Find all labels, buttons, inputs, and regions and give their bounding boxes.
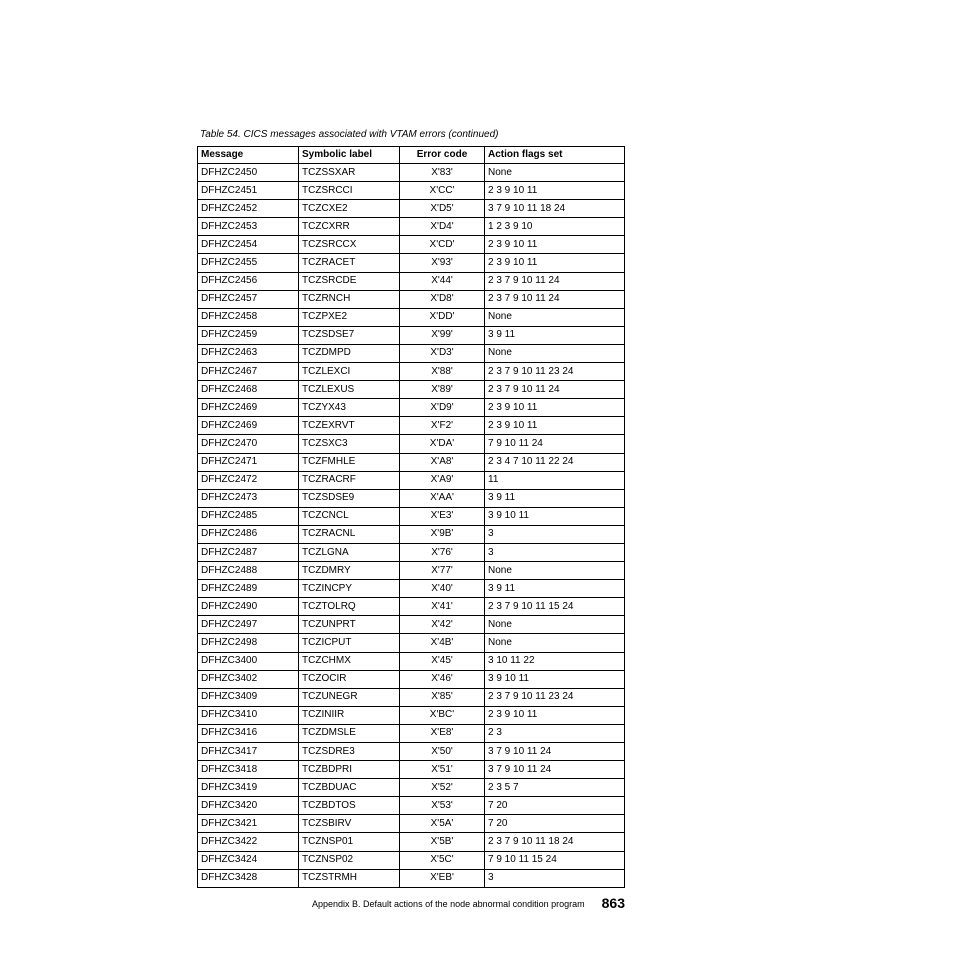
cell-message: DFHZC2473: [198, 489, 299, 507]
cell-message: DFHZC2472: [198, 471, 299, 489]
cell-action-flags: 7 20: [485, 797, 625, 815]
cell-symbolic-label: TCZCXE2: [299, 200, 400, 218]
cell-symbolic-label: TCZSTRMH: [299, 869, 400, 887]
cell-error-code: X'53': [400, 797, 485, 815]
cell-symbolic-label: TCZCNCL: [299, 507, 400, 525]
table-row: [198, 670, 625, 688]
cell-error-code: X'42': [400, 616, 485, 634]
cell-message: DFHZC3418: [198, 761, 299, 779]
page-footer: [312, 895, 625, 911]
table-row: [198, 471, 625, 489]
cell-message: DFHZC3421: [198, 815, 299, 833]
cell-action-flags: 7 9 10 11 15 24: [485, 851, 625, 869]
cell-action-flags: 2 3 7 9 10 11 24: [485, 290, 625, 308]
cell-action-flags: 3 7 9 10 11 24: [485, 743, 625, 761]
cell-symbolic-label: TCZUNPRT: [299, 616, 400, 634]
table-row: [198, 453, 625, 471]
cell-action-flags: 3 10 11 22: [485, 652, 625, 670]
cell-action-flags: 3: [485, 869, 625, 887]
cell-error-code: X'4B': [400, 634, 485, 652]
cell-message: DFHZC2469: [198, 417, 299, 435]
table-row: [198, 417, 625, 435]
table-row: [198, 634, 625, 652]
cell-error-code: X'77': [400, 562, 485, 580]
cell-error-code: X'CD': [400, 236, 485, 254]
cell-message: DFHZC2470: [198, 435, 299, 453]
table-row: [198, 218, 625, 236]
cell-message: DFHZC3422: [198, 833, 299, 851]
cell-symbolic-label: TCZDMPD: [299, 344, 400, 362]
cell-message: DFHZC2455: [198, 254, 299, 272]
cell-message: DFHZC3419: [198, 779, 299, 797]
cell-message: DFHZC2471: [198, 453, 299, 471]
cell-message: DFHZC2457: [198, 290, 299, 308]
cell-action-flags: 3 9 10 11: [485, 670, 625, 688]
cell-error-code: X'5B': [400, 833, 485, 851]
table-body: [198, 164, 625, 888]
cell-action-flags: None: [485, 562, 625, 580]
cell-symbolic-label: TCZCHMX: [299, 652, 400, 670]
cell-symbolic-label: TCZRNCH: [299, 290, 400, 308]
table-row: [198, 724, 625, 742]
table-caption: Table 54. CICS messages associated with VTAM errors (continued): [200, 129, 499, 140]
cell-error-code: X'CC': [400, 182, 485, 200]
table-row: [198, 743, 625, 761]
cell-action-flags: 2 3 7 9 10 11 23 24: [485, 688, 625, 706]
cell-error-code: X'D9': [400, 399, 485, 417]
cell-symbolic-label: TCZSSXAR: [299, 164, 400, 182]
cell-action-flags: 7 9 10 11 24: [485, 435, 625, 453]
cell-error-code: X'93': [400, 254, 485, 272]
cell-message: DFHZC2452: [198, 200, 299, 218]
cell-symbolic-label: TCZSXC3: [299, 435, 400, 453]
cell-message: DFHZC2453: [198, 218, 299, 236]
cell-message: DFHZC2456: [198, 272, 299, 290]
cell-error-code: X'F2': [400, 417, 485, 435]
table-row: [198, 580, 625, 598]
cell-action-flags: 2 3 7 9 10 11 24: [485, 381, 625, 399]
table-row: [198, 236, 625, 254]
cell-action-flags: 2 3 5 7: [485, 779, 625, 797]
cell-action-flags: 3: [485, 525, 625, 543]
table-row: [198, 326, 625, 344]
cell-message: DFHZC3416: [198, 724, 299, 742]
cell-symbolic-label: TCZLEXCI: [299, 363, 400, 381]
cell-symbolic-label: TCZICPUT: [299, 634, 400, 652]
cell-action-flags: 3 9 11: [485, 326, 625, 344]
cell-symbolic-label: TCZPXE2: [299, 308, 400, 326]
table-row: [198, 851, 625, 869]
table-row: [198, 833, 625, 851]
cell-error-code: X'85': [400, 688, 485, 706]
cell-error-code: X'44': [400, 272, 485, 290]
cell-symbolic-label: TCZSDSE7: [299, 326, 400, 344]
cell-action-flags: 1 2 3 9 10: [485, 218, 625, 236]
table-row: [198, 869, 625, 887]
cell-error-code: X'46': [400, 670, 485, 688]
cell-symbolic-label: TCZRACNL: [299, 525, 400, 543]
cell-message: DFHZC2468: [198, 381, 299, 399]
cell-error-code: X'51': [400, 761, 485, 779]
cell-message: DFHZC2488: [198, 562, 299, 580]
cell-error-code: X'5A': [400, 815, 485, 833]
cell-error-code: X'99': [400, 326, 485, 344]
cell-action-flags: 2 3 9 10 11: [485, 417, 625, 435]
cell-action-flags: 2 3 7 9 10 11 24: [485, 272, 625, 290]
cell-symbolic-label: TCZSDRE3: [299, 743, 400, 761]
cell-action-flags: 2 3 7 9 10 11 15 24: [485, 598, 625, 616]
cell-symbolic-label: TCZSBIRV: [299, 815, 400, 833]
cell-error-code: X'45': [400, 652, 485, 670]
cell-error-code: X'D4': [400, 218, 485, 236]
cell-error-code: X'5C': [400, 851, 485, 869]
cell-error-code: X'83': [400, 164, 485, 182]
table-row: [198, 254, 625, 272]
cell-symbolic-label: TCZOCIR: [299, 670, 400, 688]
table-row: [198, 706, 625, 724]
cell-symbolic-label: TCZBDTOS: [299, 797, 400, 815]
table-row: [198, 779, 625, 797]
cell-error-code: X'E8': [400, 724, 485, 742]
cell-action-flags: 3: [485, 543, 625, 561]
table-row: [198, 507, 625, 525]
cell-message: DFHZC2485: [198, 507, 299, 525]
cell-symbolic-label: TCZINCPY: [299, 580, 400, 598]
cell-symbolic-label: TCZDMSLE: [299, 724, 400, 742]
cell-error-code: X'9B': [400, 525, 485, 543]
table-row: [198, 489, 625, 507]
table-row: [198, 363, 625, 381]
cell-error-code: X'40': [400, 580, 485, 598]
cell-action-flags: 3 9 11: [485, 489, 625, 507]
cell-symbolic-label: TCZBDPRI: [299, 761, 400, 779]
cell-action-flags: 2 3 9 10 11: [485, 706, 625, 724]
cell-symbolic-label: TCZSRCDE: [299, 272, 400, 290]
page-number: 863: [601, 895, 625, 911]
cell-symbolic-label: TCZYX43: [299, 399, 400, 417]
cell-error-code: X'D8': [400, 290, 485, 308]
cell-message: DFHZC2490: [198, 598, 299, 616]
cell-error-code: X'DA': [400, 435, 485, 453]
cell-symbolic-label: TCZINIIR: [299, 706, 400, 724]
cell-action-flags: 2 3: [485, 724, 625, 742]
table-row: [198, 272, 625, 290]
table-row: [198, 435, 625, 453]
cell-symbolic-label: TCZNSP02: [299, 851, 400, 869]
cell-action-flags: None: [485, 308, 625, 326]
cell-symbolic-label: TCZTOLRQ: [299, 598, 400, 616]
cell-symbolic-label: TCZFMHLE: [299, 453, 400, 471]
cell-symbolic-label: TCZNSP01: [299, 833, 400, 851]
table-row: [198, 688, 625, 706]
cell-message: DFHZC2451: [198, 182, 299, 200]
header-action-flags: Action flags set: [485, 147, 625, 164]
cell-action-flags: 7 20: [485, 815, 625, 833]
cell-symbolic-label: TCZDMRY: [299, 562, 400, 580]
cell-action-flags: 2 3 9 10 11: [485, 236, 625, 254]
cell-action-flags: 3 7 9 10 11 18 24: [485, 200, 625, 218]
cell-message: DFHZC3428: [198, 869, 299, 887]
cell-message: DFHZC2486: [198, 525, 299, 543]
table-row: [198, 200, 625, 218]
cell-action-flags: 2 3 9 10 11: [485, 182, 625, 200]
cell-error-code: X'A8': [400, 453, 485, 471]
cell-action-flags: 3 9 11: [485, 580, 625, 598]
table-row: [198, 616, 625, 634]
cics-messages-table: [197, 146, 625, 888]
cell-message: DFHZC2467: [198, 363, 299, 381]
cell-message: DFHZC2458: [198, 308, 299, 326]
header-symbolic-label: Symbolic label: [299, 147, 400, 164]
table-row: [198, 182, 625, 200]
cell-message: DFHZC3410: [198, 706, 299, 724]
table-row: [198, 290, 625, 308]
cell-error-code: X'D3': [400, 344, 485, 362]
cell-message: DFHZC2454: [198, 236, 299, 254]
table-row: [198, 381, 625, 399]
cell-action-flags: 3 9 10 11: [485, 507, 625, 525]
cell-message: DFHZC3424: [198, 851, 299, 869]
cell-action-flags: None: [485, 164, 625, 182]
cell-message: DFHZC2463: [198, 344, 299, 362]
cell-error-code: X'DD': [400, 308, 485, 326]
cell-symbolic-label: TCZEXRVT: [299, 417, 400, 435]
cell-error-code: X'A9': [400, 471, 485, 489]
cell-symbolic-label: TCZLGNA: [299, 543, 400, 561]
cell-error-code: X'AA': [400, 489, 485, 507]
table-row: [198, 815, 625, 833]
cell-action-flags: 2 3 4 7 10 11 22 24: [485, 453, 625, 471]
cell-action-flags: 2 3 7 9 10 11 18 24: [485, 833, 625, 851]
cell-message: DFHZC3409: [198, 688, 299, 706]
table-row: [198, 797, 625, 815]
table-row: [198, 562, 625, 580]
cell-message: DFHZC2469: [198, 399, 299, 417]
cell-message: DFHZC2487: [198, 543, 299, 561]
cell-action-flags: None: [485, 344, 625, 362]
table-row: [198, 344, 625, 362]
cell-message: DFHZC3420: [198, 797, 299, 815]
cell-error-code: X'BC': [400, 706, 485, 724]
cell-message: DFHZC2450: [198, 164, 299, 182]
cell-error-code: X'76': [400, 543, 485, 561]
cell-symbolic-label: TCZBDUAC: [299, 779, 400, 797]
cell-symbolic-label: TCZLEXUS: [299, 381, 400, 399]
cell-message: DFHZC3402: [198, 670, 299, 688]
cell-action-flags: 2 3 9 10 11: [485, 254, 625, 272]
cell-action-flags: None: [485, 634, 625, 652]
cell-symbolic-label: TCZSRCCI: [299, 182, 400, 200]
cell-error-code: X'50': [400, 743, 485, 761]
table-row: [198, 598, 625, 616]
table-header-row: [198, 147, 625, 164]
cell-message: DFHZC2489: [198, 580, 299, 598]
cell-message: DFHZC3417: [198, 743, 299, 761]
cell-error-code: X'88': [400, 363, 485, 381]
cell-error-code: X'41': [400, 598, 485, 616]
cell-symbolic-label: TCZSRCCX: [299, 236, 400, 254]
table-row: [198, 399, 625, 417]
cell-symbolic-label: TCZSDSE9: [299, 489, 400, 507]
cell-action-flags: 2 3 7 9 10 11 23 24: [485, 363, 625, 381]
table-row: [198, 761, 625, 779]
table-row: [198, 308, 625, 326]
cell-action-flags: 3 7 9 10 11 24: [485, 761, 625, 779]
cell-message: DFHZC2498: [198, 634, 299, 652]
table-row: [198, 525, 625, 543]
cell-symbolic-label: TCZRACRF: [299, 471, 400, 489]
table-row: [198, 543, 625, 561]
cell-error-code: X'52': [400, 779, 485, 797]
cell-error-code: X'89': [400, 381, 485, 399]
cell-message: DFHZC2459: [198, 326, 299, 344]
cell-message: DFHZC2497: [198, 616, 299, 634]
header-error-code: Error code: [400, 147, 485, 164]
cell-symbolic-label: TCZCXRR: [299, 218, 400, 236]
table-row: [198, 652, 625, 670]
cell-error-code: X'EB': [400, 869, 485, 887]
cell-action-flags: None: [485, 616, 625, 634]
table-row: [198, 164, 625, 182]
cell-symbolic-label: TCZRACET: [299, 254, 400, 272]
footer-text: Appendix B. Default actions of the node abnormal condition program: [312, 899, 585, 909]
cell-action-flags: 11: [485, 471, 625, 489]
cell-symbolic-label: TCZUNEGR: [299, 688, 400, 706]
cell-message: DFHZC3400: [198, 652, 299, 670]
cell-error-code: X'E3': [400, 507, 485, 525]
cell-action-flags: 2 3 9 10 11: [485, 399, 625, 417]
cell-error-code: X'D5': [400, 200, 485, 218]
header-message: Message: [198, 147, 299, 164]
